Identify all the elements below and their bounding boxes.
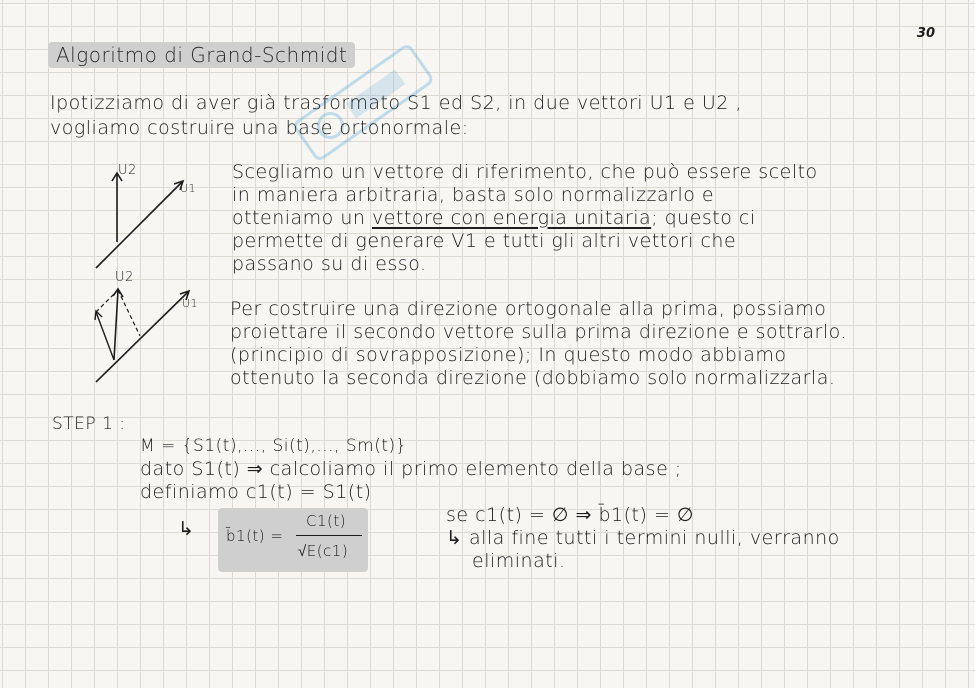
paragraph1-line-3 bbox=[232, 207, 756, 229]
page-title: Algoritmo di Grand-Schmidt bbox=[48, 42, 355, 68]
step-line-2: definiamo c1(t) = S1(t) bbox=[140, 481, 372, 503]
step-note-3: eliminati. bbox=[472, 550, 566, 572]
vector-diagram-1 bbox=[90, 160, 200, 275]
step-note-2: ↳ alla fine tutti i termini nulli, verranno bbox=[446, 527, 840, 549]
diagram2-label-u1: U1 bbox=[182, 297, 199, 310]
paragraph2-line-1: Per costruire una direzione ortogonale alla prima, possiamo bbox=[230, 298, 827, 320]
formula-denominator: √E(c1) bbox=[298, 542, 349, 560]
step-line-1: dato S1(t) ⇒ calcoliamo il primo elemento della base ; bbox=[140, 458, 682, 480]
paragraph1-line-5: passano su di esso. bbox=[232, 253, 427, 275]
intro-line-1: Ipotizziamo di aver già trasformato S1 ed S2, in due vettori U1 e U2 , bbox=[50, 92, 742, 114]
step-label: STEP 1 : bbox=[52, 414, 126, 434]
paragraph1-line-3-pre: otteniamo un bbox=[232, 207, 372, 229]
page-number: 30 bbox=[916, 26, 935, 41]
diagram2-label-u2: U2 bbox=[115, 270, 134, 285]
diagram1-label-u2: U2 bbox=[118, 163, 137, 178]
paragraph2-line-4: ottenuto la seconda direzione (dobbiamo solo normalizzarla. bbox=[230, 367, 836, 389]
diagram1-label-u1: U1 bbox=[180, 182, 197, 195]
energy-unit-underline: vettore con energia unitaria bbox=[371, 207, 652, 229]
step-note-1: se c1(t) = ∅ ⇒ b̄1(t) = ∅ bbox=[446, 504, 694, 526]
formula-numerator: C1(t) bbox=[306, 512, 347, 530]
paragraph1-line-4: permette di generare V1 e tutti gli altri vettori che bbox=[232, 230, 737, 252]
formula-lhs: b̄1(t) = bbox=[226, 527, 284, 545]
step-set: M = {S1(t),..., Si(t),..., Sm(t)} bbox=[140, 436, 407, 456]
intro-line-2: vogliamo costruire una base ortonormale: bbox=[50, 117, 469, 139]
formula-fraction-bar bbox=[296, 535, 362, 536]
paragraph2-line-2: proiettare il secondo vettore sulla prima direzione e sottrarlo. bbox=[230, 321, 847, 343]
paragraph1-line-1: Scegliamo un vettore di riferimento, che può essere scelto bbox=[232, 161, 818, 183]
paragraph1-line-2: in maniera arbitraria, basta solo normalizzarlo e bbox=[232, 184, 715, 206]
paragraph1-line-3-post: ; questo ci bbox=[651, 207, 756, 229]
step-arrow-icon: ↳ bbox=[178, 518, 195, 540]
paragraph2-line-3: (principio di sovrapposizione); In questo modo abbiamo bbox=[230, 344, 787, 366]
